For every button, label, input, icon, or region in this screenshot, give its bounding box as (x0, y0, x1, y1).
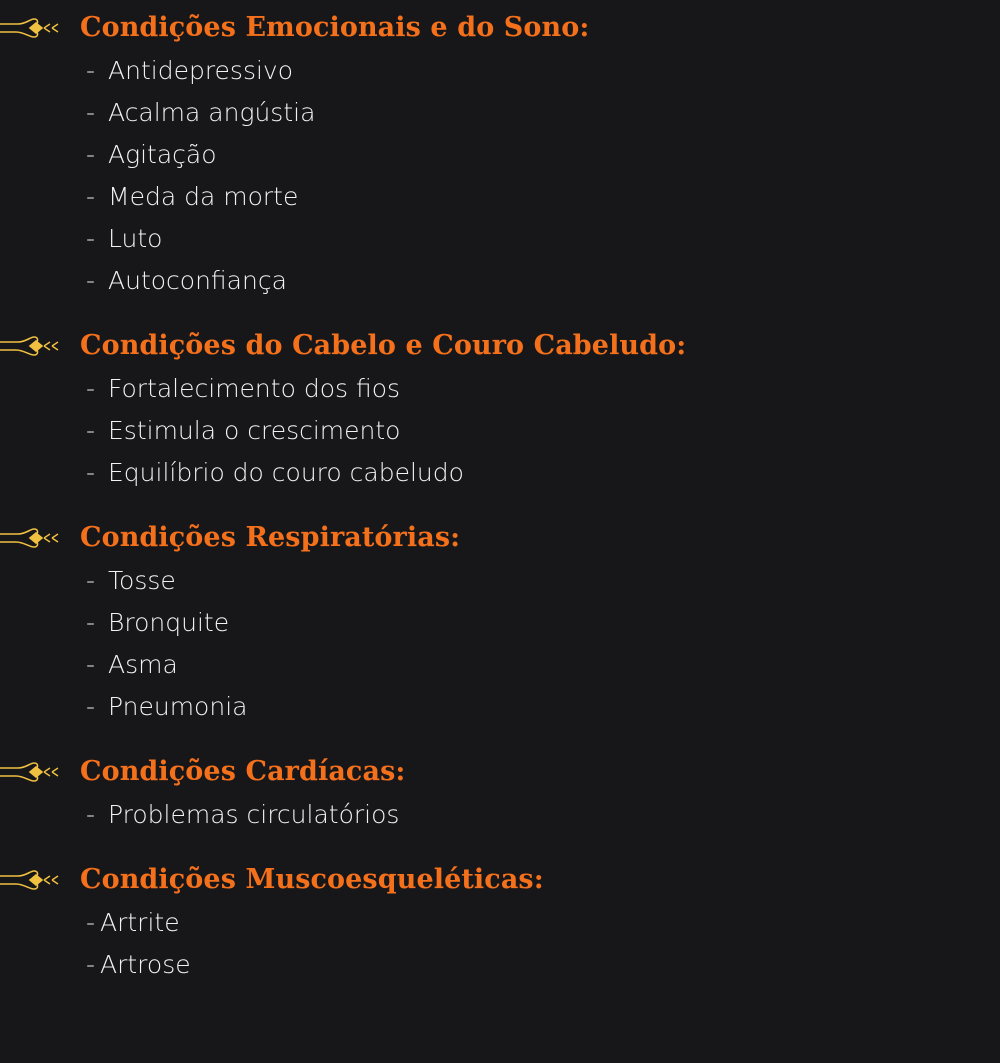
list-item (0, 902, 1000, 944)
list-item-label: Meda da morte (108, 182, 299, 211)
section-item-list (0, 368, 1000, 494)
list-item (0, 602, 1000, 644)
list-item-label: Luto (108, 224, 163, 253)
list-item (0, 644, 1000, 686)
section-heading (0, 858, 1000, 902)
section-spacer (0, 986, 1000, 998)
section (0, 516, 1000, 740)
list-item (0, 410, 1000, 452)
section (0, 324, 1000, 506)
list-item (0, 452, 1000, 494)
list-item-label: Pneumonia (108, 692, 248, 721)
list-item (0, 134, 1000, 176)
list-item (0, 218, 1000, 260)
section-item-list (0, 560, 1000, 728)
list-item (0, 944, 1000, 986)
list-bullet: - (86, 56, 96, 85)
list-item-label: Fortalecimento dos fios (108, 374, 401, 403)
section-spacer (0, 728, 1000, 740)
section-title: Condições do Cabelo e Couro Cabeludo: (80, 330, 687, 362)
list-item-label: Agitação (108, 140, 217, 169)
list-item-label: Autoconfiança (108, 266, 287, 295)
list-item-label: Artrose (100, 950, 191, 979)
section-title: Condições Muscoesqueléticas: (80, 864, 544, 896)
list-bullet: - (86, 458, 96, 487)
section-spacer (0, 836, 1000, 848)
list-item-label: Antidepressivo (108, 56, 294, 85)
section-title: Condições Emocionais e do Sono: (80, 12, 590, 44)
list-bullet: - (86, 800, 96, 829)
section-item-list (0, 794, 1000, 836)
list-bullet: - (86, 908, 96, 937)
flourish-ornament-icon (0, 333, 72, 359)
list-bullet: - (86, 224, 96, 253)
section-title: Condições Respiratórias: (80, 522, 461, 554)
list-item-label: Bronquite (108, 608, 230, 637)
list-bullet: - (86, 566, 96, 595)
section (0, 858, 1000, 998)
list-bullet: - (86, 650, 96, 679)
list-bullet: - (86, 140, 96, 169)
list-bullet: - (86, 416, 96, 445)
list-bullet: - (86, 182, 96, 211)
list-bullet: - (86, 608, 96, 637)
list-bullet: - (86, 692, 96, 721)
flourish-ornament-icon (0, 867, 72, 893)
section-title: Condições Cardíacas: (80, 756, 406, 788)
list-item-label: Equilíbrio do couro cabeludo (108, 458, 464, 487)
list-bullet: - (86, 950, 96, 979)
list-item-label: Problemas circulatórios (108, 800, 400, 829)
section-heading (0, 6, 1000, 50)
section-spacer (0, 494, 1000, 506)
list-item-label: Estimula o crescimento (108, 416, 401, 445)
list-item (0, 260, 1000, 302)
list-item (0, 50, 1000, 92)
list-item-label: Artrite (100, 908, 180, 937)
list-item (0, 176, 1000, 218)
list-item-label: Tosse (108, 566, 176, 595)
section-item-list (0, 50, 1000, 302)
list-item-label: Acalma angústia (108, 98, 316, 127)
list-item (0, 794, 1000, 836)
section-item-list (0, 902, 1000, 986)
flourish-ornament-icon (0, 15, 72, 41)
section-heading (0, 516, 1000, 560)
section-heading (0, 324, 1000, 368)
list-item (0, 560, 1000, 602)
section (0, 6, 1000, 314)
sections-container (0, 6, 1000, 998)
list-item (0, 92, 1000, 134)
flourish-ornament-icon (0, 525, 72, 551)
list-bullet: - (86, 374, 96, 403)
flourish-ornament-icon (0, 759, 72, 785)
list-bullet: - (86, 266, 96, 295)
section-heading (0, 750, 1000, 794)
list-item (0, 368, 1000, 410)
section-spacer (0, 302, 1000, 314)
list-item (0, 686, 1000, 728)
list-bullet: - (86, 98, 96, 127)
list-item-label: Asma (108, 650, 178, 679)
section (0, 750, 1000, 848)
